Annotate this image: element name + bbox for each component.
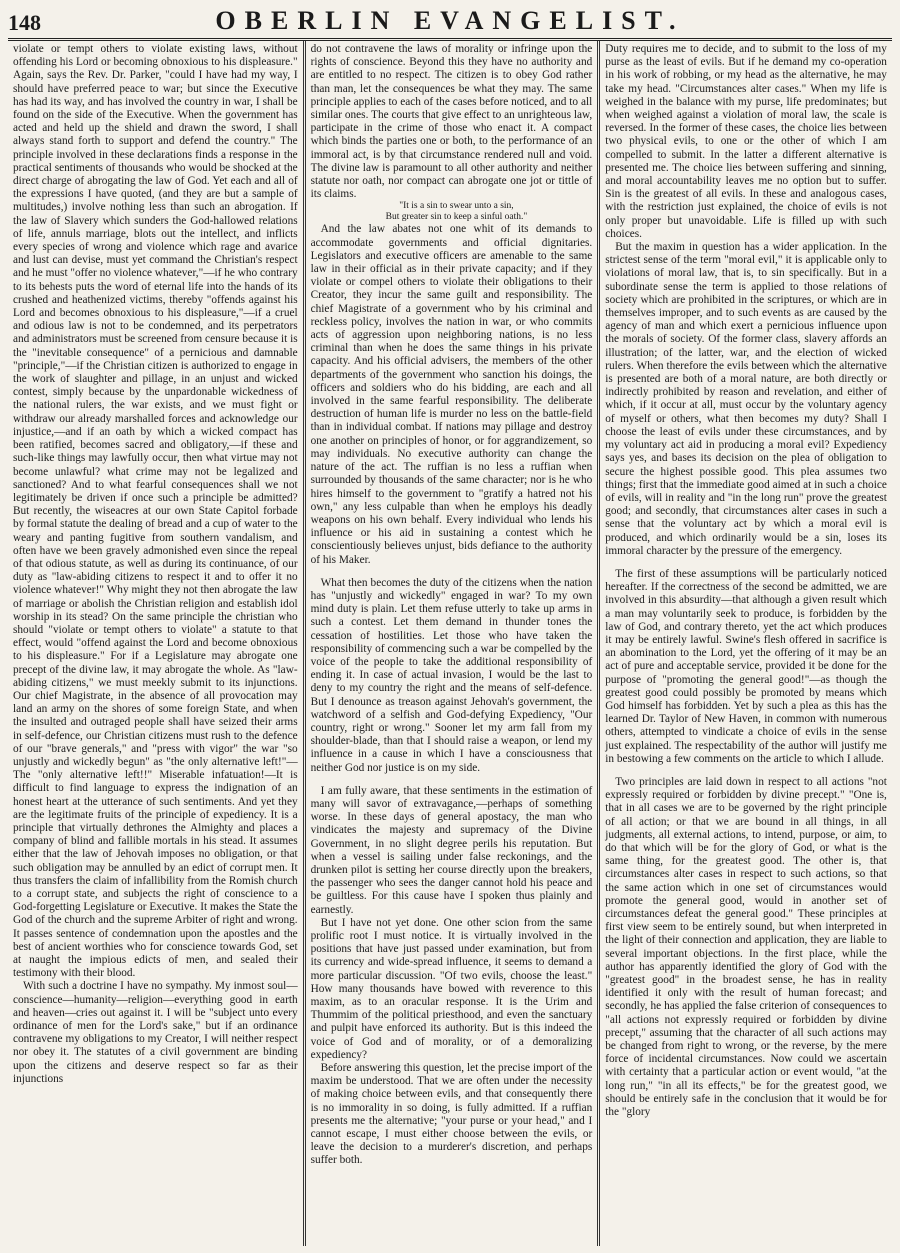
page-number: 148 <box>8 10 41 35</box>
paragraph: I am fully aware, that these sentiments in the estimation of many will savor of extravagance,—perhaps of something worse. In these days of general apostacy, the man who vindicates the majesty and supremacy of the Divine Government, in no slight degree perils his reputation. But when a vessel is sailing under false reckonings, and the drunken pilot is setting her course directly upon the breakers, the passenger who sees the danger cannot hold his peace and be guiltless. For this cause have I spoken thus plainly and earnestly. <box>310 784 593 916</box>
paragraph: violate or tempt others to violate existing laws, without offending his Lord or becoming obnoxious to his displeasure." Again, says the Rev. Dr. Parker, "could I have had my way, I should have preferred peace to war; but since the Executive has had its way, and has involved the country in war, I shall be found on the side of the Executive. When the government has acted and held up the shield and drawn the sword, I shall always stand forth to support and defend the country." The principle involved in these declarations finds a response in the practical sentiments of thousands who would be shocked at the direct charge of abrogating the law of God. Yet each and all of the expressions I have quoted, (and they are but a sample of multitudes,) involve nothing less than such an abrogation. If the law of Slavery which sunders the God-hallowed relations of life, annuls marriage, blots out the intellect, and inflicts every species of wrong and violence which rage and avarice and lust can devise, must yet command the Christian's respect and he must "offer no violence whatever,"—if he who contrary to its behests puts the word of eternal life into the hands of its crushed and heathenized victims, thereby "offends against his Lord and becomes obnoxious to his displeasure,"—if a cruel and odious law is not to be condemned, and its perpetrators and administrators must be screened from censure because it is the "inevitable consequence" of a pernicious and damnable "principle,"—if the Christian citizen is authorized to engage in the work of slaughter and pillage, in an unjust and wicked contest, simply because by the unpardonable wickedness of the national rulers, the war exists, and we must fight or withdraw our already marshalled forces and acknowledge our injustice,—and if an oath by which a wicked compact has been ratified, becomes sacred and obligatory,—if these and such-like things may lawfully occur, then what virtue may not become unlawful? what crime may not be legalized and sanctioned? And to what fearful consequences shall we not legitimately be driven if once such a principle be admitted? But recently, the wiseacres at our own State Capitol forbade by formal statute the dealing of bread and a cup of water to the weary and panting fugitive from southern vandalism, and often have we been gravely admonished even since the repeal of that odious statute, as well as during its continuance, of our duty as "law-abiding citizens to respect it and to offer it no violence whatever!" Why might they not then abrogate the law of marriage or abolish the Christian religion and establish idol worship in its stead? On the same principle the christian who should "violate or tempt others to violate" a statute to that effect, would "offend against the Lord and become obnoxious to his displeasure." For if a Legislature may abrogate one precept of the divine law, it may abrogate the whole. As "law-abiding citizens," we must meekly submit to its injunctions. Our chief Magistrate, in the absence of all provocation may land an army on the shores of some foreign State, and when the insulted and outraged people shall have seized their arms in self-defence, our Christian citizens must rush to the defence of our "brave generals," and "press with vigor" the war "so unjustly and wickedly begun" as "the only alternative left!"—The "only alternative left!!" Miserable infatuation!—It is difficult to find language to express the indignation of an honest heart at the utterance of such sentiments. And yet they are the legitimate fruits of the principle of expediency. It is a principle that virtually dethrones the Almighty and places a company of blind and fallible mortals in his stead. It assumes either that the law of Jehovah imposes no obligation, or that such obligation may be annulled by an edict of corrupt men. It thus transfers the claim of infallibility from the Romish church to a corrupt state, and subjects the right of conscience to a God-forgetting Legislature or Executive. It makes the State the God of the church and the supreme Arbiter of right and wrong. It passes sentence of condemnation upon the apostles and the best of ancient worthies who for conscience towards God, set at naught the impious edicts of men, and sealed their testimony with their blood. <box>13 43 298 980</box>
verse-line: "It is a sin to swear unto a sin, <box>399 201 514 212</box>
paragraph: What then becomes the duty of the citizens when the nation has "unjustly and wickedly" engaged in war? To my own mind duty is plain. Let them refuse utterly to take up arms in such a contest. Let them demand in thunder tones the cessation of hostilities. Let those who have taken the responsibility of commencing such a war be compelled by the voice of the people to take the additional responsibility of ending it. In case of actual invasion, I would be the last to deny to my country the right and the means of self-defence. But I denounce as treason against Jehovah's government, the watchword of a selfish and God-defying Expediency, "Our country, right or wrong." Sooner let my arm fall from my shoulder-blade, than that I should raise a weapon, or lend my influence in a cause in which I have a consciousness that neither God nor justice is on my side. <box>310 576 593 774</box>
paragraph: Two principles are laid down in respect to all actions "not expressly required or forbidden by divine precept." "One is, that in all cases we are to be governed by the right principle of all action; or that we are bound in all things, in all judgments, all external actions, to intend, purpose, or aim, to do that which will be for the glory of God, or what is the same thing, for the greatest good. The other is, that circumstances alter cases in respect to such actions, so that the same action which in one set of circumstances would promote the general good, would in another set of circumstances defeat the general good." These principles at first view seem to be entirely sound, but when interpreted in the light of their connection and application, they are liable to several important objections. In the first place, while the author has apparently identified the glory of God with the "greatest good" in the broadest sense, he has in reality identified it only with the result of human forecast; and secondly, he has applied the false criterion of consequences to "all actions not expressly required or forbidden by divine precept," assuming that the character of all such actions may be changed from right to wrong, or the reverse, by the mere force of incidental circumstances. Now could we ascertain with certainty that a particular action or event would, "at the long run," "in all its effects," be for the greatest good, we should be entirely safe in the conclusion that it would be for the "glory <box>605 775 887 1119</box>
paragraph: With such a doctrine I have no sympathy. My inmost soul—conscience—humanity—religion—everything good in earth and heaven—cries out against it. I will be "subject unto every ordinance of men for the Lord's sake," but if an ordinance contravene my obligations to my Creator, I will neither respect nor obey it. The statutes of a civil government are binding upon the citizens and deserve respect so far as their injunctions <box>13 980 298 1085</box>
paragraph: do not contravene the laws of morality or infringe upon the rights of conscience. Beyond this they have no authority and are entitled to no respect. The citizen is to obey God rather than man, let the consequences be what they may. The same principle applies to each of the cases before noticed, and to all similar ones. The courts that give effect to an unrighteous law, participate in the crime of those who enact it. A compact which binds the parties one or both, to the performance of an immoral act, is by that circumstance rendered null and void. The divine law is paramount to all other authority and neither statute nor oath, nor compact can abrogate one jot or tittle of its claims. <box>310 43 593 201</box>
paragraph: And the law abates not one whit of its demands to accommodate governments and official dignitaries. Legislators and executive officers are amenable to the same law in their official as in their private capacity; and if they violate or compel others to violate their obligations to their Creator, they incur the same guilt and responsibility. The chief Magistrate of a government who by his criminal and reckless policy, involves the nation in war, or who commits acts of aggression upon neighboring nations, is no less criminal than when he does the same things in his private capacity. And his official advisers, the members of the other departments of the government who sanction his doings, the officers and soldiers who do his bidding, are each and all involved in the same fearful responsibility. The deliberate destruction of human life is murder no less on the battle-field than in individual combat. If nations may pillage and destroy one another on principles of honor, or for aggrandizement, so may individuals. No executive authority can change the nature of the act. The ruffian is no less a ruffian when surrounded by thousands of the same character; nor is he who hires himself to the government to "gratify a hatred not his own," any less culpable than when he employs his deadly weapons on his own behalf. Every individual who lends his influence or his aid in sustaining a contest which he conscientiously believes unjust, bids defiance to the authority of his Maker. <box>310 223 593 566</box>
column-3 <box>597 41 892 1246</box>
paragraph: The first of these assumptions will be particularly noticed hereafter. If the correctness of the second be admitted, we are involved in this absurdity—that although a given result which a man may voluntarily seek to produce, is forbidden by the law of God, and contrary thereto, yet the act which produces it may be entirely lawful. Swine's flesh offered in sacrifice is an abomination to the Lord, yet the offering of it may be an act of pure and acceptable service, provided it be done for the purpose of "promoting the general good!"—as though the greatest good could possibly be promoted by means which God himself has forbidden. Yet by such a plea as this has the learned Dr. Taylor of New Haven, in common with numerous others, attempted to vindicate a choice of evils in the sense just explained. The respectability of the author will justify me in bestowing a few comments on the article to which I allude. <box>605 567 887 765</box>
masthead <box>8 6 892 36</box>
column-1 <box>8 41 303 1246</box>
paragraph: Before answering this question, let the precise import of the maxim be understood. That we are often under the necessity of making choice between evils, and that consequently there is no immorality in so doing, is fully admitted. If a ruffian presents me the alternative; "your purse or your head," and I cannot escape, I must either choose between the evils, or leave the decision to a murderer's discretion, and perhaps suffer both. <box>310 1062 593 1167</box>
verse-line: But greater sin to keep a sinful oath." <box>385 212 528 223</box>
column-2 <box>303 41 598 1246</box>
paragraph: But I have not yet done. One other scion from the same prolific root I must notice. It is virtually involved in the positions that have just passed under examination, but from its currency and wide-spread influence, it seems to demand a more particular discussion. "Of two evils, choose the least." How many thousands have bowed with reverence to this maxim, as to an oracular response. It is the Urim and Thummim of the political priesthood, and even the sanctuary and pulpit have enforced its authority. But is this indeed the voice of God and of morality, or of a demoralizing expediency? <box>310 916 593 1061</box>
article-columns <box>8 41 892 1246</box>
paragraph: Duty requires me to decide, and to submit to the loss of my purse as the least of evils. But if he demand my co-operation in his work of robbing, or my head as the alternative, he may take my head. "Circumstances alter cases." When my life is weighed in the balance with my purse, life predominates; but when weighed against a violation of moral law, the scale is reversed. In the former of these cases, the choice lies between two physical evils, to one or the other of which I am compelled to submit. In the latter a different alternative is presented me. The choice lies between suffering and sinning, and moral accountability leaves me no option but to suffer. Sin is the greatest of all evils. In these and analogous cases, with the restriction just explained, the choice of evils is not only proper but unavoidable. Life is filled up with such choices. <box>605 43 887 240</box>
journal-title: OBERLIN EVANGELIST. <box>215 6 685 35</box>
paragraph: But the maxim in question has a wider application. In the strictest sense of the term "moral evil," it is applicable only to violations of moral law, that is, to sin specifically. But in a subordinate sense the term is applied to those relations of society which are prohibited in the scriptures, or which are in themselves improper, and to such events as are caused by the agency of man and which exert a pernicious influence upon the morals of society. Of the former class, slavery affords an illustration; of the latter, war, and the election of wicked rulers. When therefore the evils between which the alternative is presented are both of a moral nature, are both directly or indirectly prohibited by reason and revelation, and either of which, if it occur at all, must occur by the voluntary agency of myself or others, what then becomes my duty? Shall I choose the least of evils under these circumstances, and by my voluntary act aid in producing a moral evil? Expediency says yes, and bases its decision on the plea of obligation to secure the highest possible good. This plea assumes two things; first that the immediate good aimed at in such a choice of evils, will in reality and "in the long run" prove the greatest good; and secondly, that circumstances alter cases in such a sense that the voluntary act by which a moral evil is produced, and which ordinarily would be a sin, loses its immoral character by the pressure of the emergency. <box>605 241 887 557</box>
